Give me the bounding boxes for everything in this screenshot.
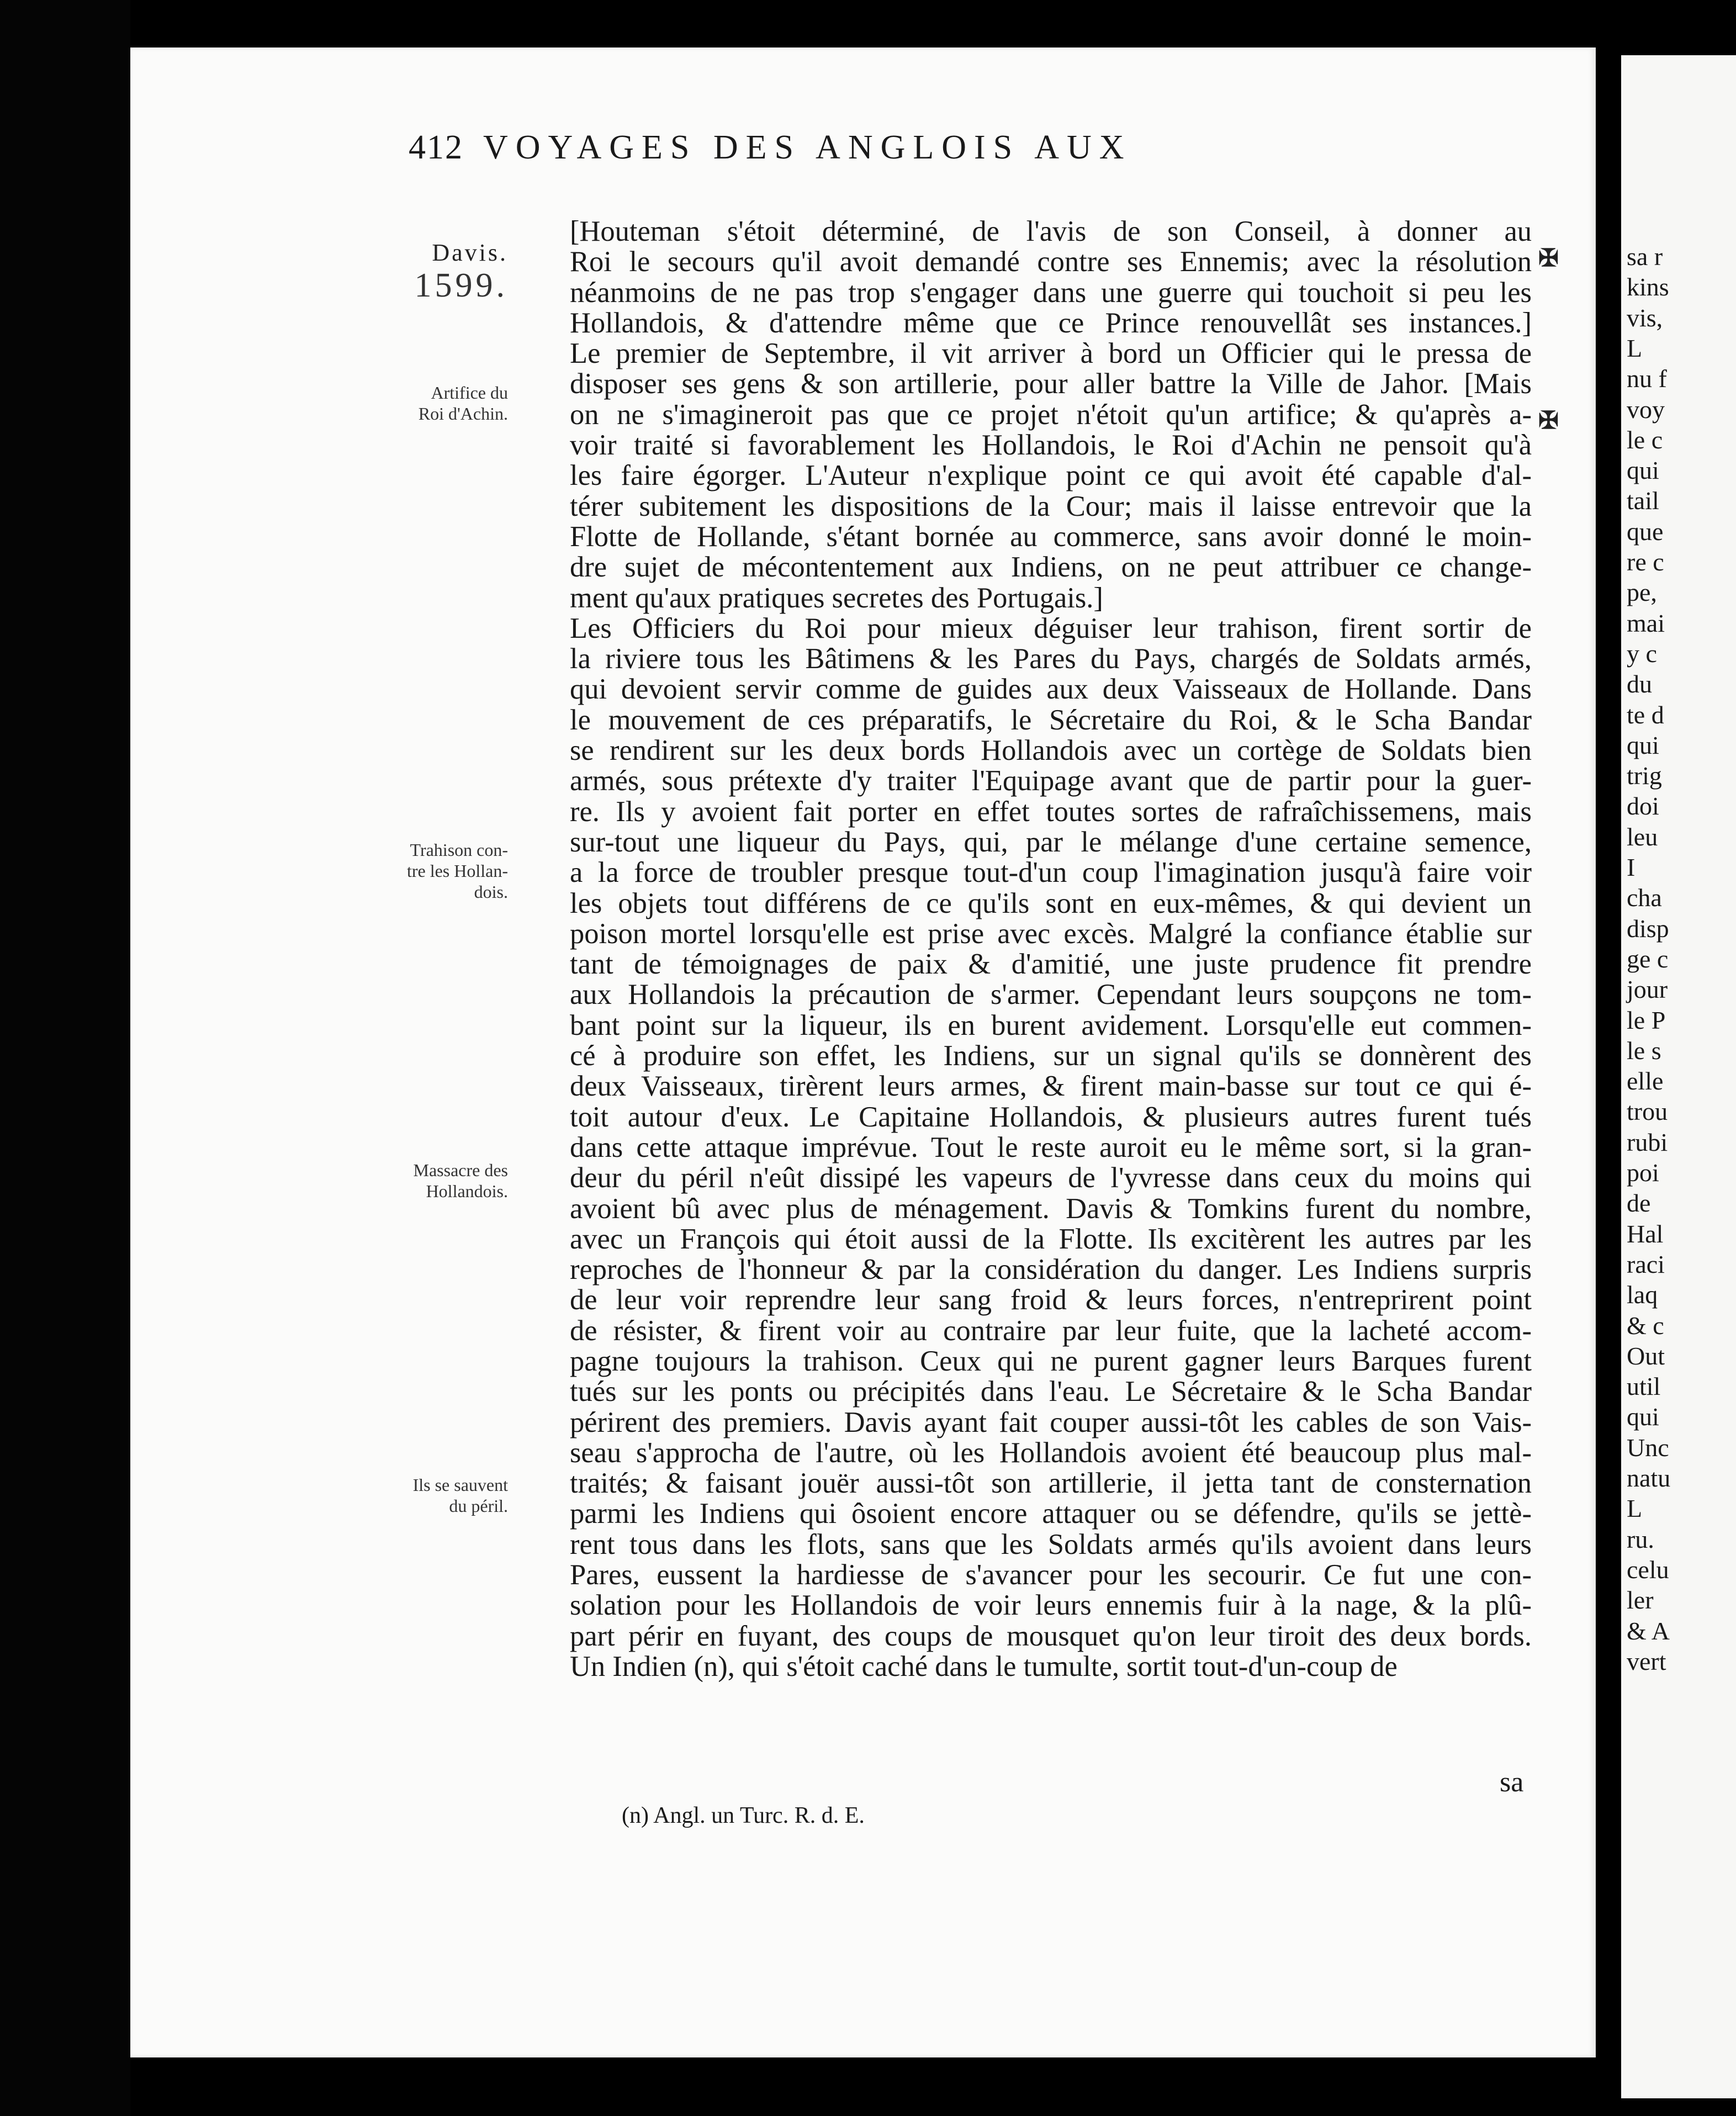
facing-page-line: I [1627,853,1636,881]
text-line: traités; & faisant jouër aussi-tôt son artillerie, il jetta tant de consternation [570,1467,1532,1500]
facing-page-line: rubi [1627,1128,1668,1156]
text-line: re. Ils y avoient fait porter en effet toutes sortes de rafraîchissemens, mais [570,795,1532,828]
facing-page-line: trig [1627,761,1662,790]
facing-page-line: nu f [1627,364,1667,393]
facing-page-line: le c [1627,425,1663,454]
text-line: Hollandois, & d'attendre même que ce Prince renouvellât ses instances.] [570,306,1532,339]
margin-note-line: Artifice du [431,383,508,403]
text-line: Les Officiers du Roi pour mieux déguiser leur trahison, firent sortir de [570,612,1532,644]
facing-page-line: de [1627,1189,1651,1218]
text-line: se rendirent sur les deux bords Hollandois avec un cortège de Soldats bien [570,734,1532,767]
facing-page-line: qui [1627,456,1659,485]
text-line: les faire égorger. L'Auteur n'explique point ce qui avoit été capable d'al- [570,459,1532,492]
facing-page-line: du [1627,670,1652,699]
facing-page-line: kins [1627,273,1669,301]
facing-page-line: qui [1627,1403,1659,1431]
text-line: deur du péril n'eût dissipé les vapeurs de l'yvresse dans ceux du moins qui [570,1162,1532,1194]
facing-page-line: cha [1627,884,1662,912]
text-line: parmi les Indiens qui ôsoient encore attaquer ou se défendre, qu'ils se jettè- [570,1498,1532,1530]
facing-page-line: mai [1627,609,1665,637]
margin-year: 1599. [414,267,508,304]
margin-note-line: tre les Hollan- [406,861,508,881]
text-line: poison mortel lorsqu'elle est prise avec excès. Malgré la confiance établie sur [570,917,1532,950]
text-line: on ne s'imagineroit pas que ce projet n'étoit qu'un artifice; & qu'après a- [570,398,1532,431]
text-line: les objets tout différens de ce qu'ils sont en eux-mêmes, & qui devient un [570,887,1532,919]
text-line: térer subitement les dispositions de la Cour; mais il laisse entrevoir que la [570,490,1532,522]
text-line: part périr en fuyant, des coups de mousquet qu'on leur tiroit des deux bords. [570,1620,1532,1652]
margin-note-line: Hollandois. [426,1181,508,1201]
facing-page-line: & A [1627,1616,1670,1645]
margin-note-line: Ils se sauvent [412,1475,508,1495]
text-line: Roi le secours qu'il avoit demandé contre ses Ennemis; avec la résolution [570,246,1532,278]
facing-page-line: sa r [1627,242,1663,271]
margin-note-line: Trahison con- [410,840,508,860]
facing-page-line: vert [1627,1647,1666,1675]
body-text [534,216,1532,1682]
text-line: qui devoient servir comme de guides aux deux Vaisseaux de Hollande. Dans [570,673,1532,706]
facing-page-line: doi [1627,792,1659,821]
text-line: Pares, eussent la hardiesse de s'avancer pour les secourir. Ce fut une con- [570,1559,1532,1591]
paragraph [534,613,1532,1682]
facing-page-line: Unc [1627,1433,1669,1462]
facing-page-line: natu [1627,1464,1671,1492]
text-line: a la force de troubler presque tout-d'un coup l'imagination jusqu'à faire voir [570,856,1532,889]
text-line: pagne toujours la trahison. Ceux qui ne purent gagner leurs Barques furent [570,1345,1532,1377]
facing-page-line: tail [1627,486,1659,515]
text-line: cé à produire son effet, les Indiens, sur un signal qu'ils se donnèrent des [570,1040,1532,1072]
text-line: solation pour les Hollandois de voir leurs ennemis fuir à la nage, & la plû- [570,1589,1532,1622]
facing-page-line: elle [1627,1067,1664,1096]
text-line: le mouvement de ces préparatifs, le Sécretaire du Roi, & le Scha Bandar [570,703,1532,736]
facing-page-line: Out [1627,1341,1665,1370]
text-line: tués sur les ponts ou précipités dans l'eau. Le Sécretaire & le Scha Bandar [570,1376,1532,1408]
facing-page-line: raci [1627,1250,1665,1278]
cross-mark-icon: ✠ [1538,245,1559,272]
margin-note [276,1160,508,1202]
text-line: dre sujet de mécontentement aux Indiens, on ne peut attribuer ce change- [570,551,1532,584]
facing-page-line: ge c [1627,944,1669,973]
text-line: disposer ses gens & son artillerie, pour aller battre la Ville de Jahor. [Mais [570,368,1532,400]
margin-note [276,1474,508,1516]
scan-left-edge [0,0,130,2116]
text-line: [Houteman s'étoit déterminé, de l'avis de son Conseil, à donner au [570,215,1532,247]
paragraph [534,216,1532,613]
text-line: toit autour d'eux. Le Capitaine Hollandois, & plusieurs autres furent tués [570,1101,1532,1133]
facing-page-line: te d [1627,700,1664,729]
text-line: ment qu'aux pratiques secretes des Portugais.] [570,581,1103,614]
facing-page-line: re c [1627,548,1664,576]
facing-page-line: celu [1627,1555,1669,1584]
text-line: seau s'approcha de l'autre, où les Hollandois avoient été beaucoup plus mal- [570,1436,1532,1469]
footnote: (n) Angl. un Turc. R. d. E. [622,1803,865,1828]
facing-page-line: poi [1627,1158,1659,1187]
facing-page-line: ru. [1627,1525,1654,1553]
running-header [409,128,1132,167]
facing-page-line: L [1627,1494,1643,1523]
facing-page-line: le s [1627,1036,1661,1065]
margin-note-line: dois. [474,882,508,902]
text-line: reproches de l'honneur & par la considération du danger. Les Indiens surpris [570,1253,1532,1286]
facing-page-line: util [1627,1372,1661,1401]
margin-note-line: Roi d'Achin. [418,404,508,424]
running-title: VOYAGES DES ANGLOIS AUX [483,129,1132,166]
facing-page-line: Hal [1627,1219,1664,1248]
text-line: avec un François qui étoit aussi de la Flotte. Ils excitèrent les autres par les [570,1223,1532,1255]
text-line: avoient bû avec plus de ménagement. Davis & Tomkins furent du nombre, [570,1192,1532,1225]
margin-note [276,839,508,902]
facing-page-line: le P [1627,1006,1666,1034]
text-line: rent tous dans les flots, sans que les Soldats armés qu'ils avoient dans leurs [570,1528,1532,1560]
text-line: Le premier de Septembre, il vit arriver à bord un Officier qui le pressa de [570,337,1532,370]
catchword: sa [1500,1766,1524,1798]
text-line: périrent des premiers. Davis ayant fait couper aussi-tôt les cables de son Vais- [570,1406,1532,1438]
text-line: deux Vaisseaux, tirèrent leurs armes, & firent main-basse sur tout ce qui é- [570,1070,1532,1103]
cross-mark-icon: ✠ [1538,407,1559,434]
page-number: 412 [409,129,463,166]
facing-page-line: vis, [1627,303,1663,332]
facing-page-line: disp [1627,914,1669,943]
facing-page-line: y c [1627,639,1657,668]
margin-author-date [276,239,508,304]
text-line: Un Indien (n), qui s'étoit caché dans le tumulte, sortit tout-d'un-coup de [570,1650,1398,1683]
margin-note-line: du péril. [449,1496,508,1516]
facing-page-line: laq [1627,1281,1658,1309]
text-line: la riviere tous les Bâtimens & les Pares du Pays, chargés de Soldats armés, [570,643,1532,675]
facing-page-line: voy [1627,395,1665,424]
text-line: néanmoins de ne pas trop s'engager dans une guerre qui touchoit si peu les [570,276,1532,309]
text-line: de leur voir reprendre leur sang froid & leurs forces, n'entreprirent point [570,1284,1532,1316]
facing-page-line: leu [1627,822,1658,851]
text-line: tant de témoignages de paix & d'amitié, une juste prudence fit prendre [570,948,1532,981]
margin-note [276,382,508,424]
text-line: armés, sous prétexte d'y traiter l'Equipage avant que de partir pour la guer- [570,765,1532,797]
facing-page-line: que [1627,517,1664,546]
facing-page-line: ler [1627,1586,1654,1615]
facing-page-line: qui [1627,731,1659,759]
facing-page-line: L [1627,334,1643,362]
facing-page-line: & c [1627,1311,1664,1340]
facing-page-line: pe, [1627,578,1657,607]
text-line: sur-tout une liqueur du Pays, qui, par le mélange d'une certaine semence, [570,826,1532,858]
text-line: dans cette attaque imprévue. Tout le reste auroit eu le même sort, si la gran- [570,1131,1532,1163]
text-line: aux Hollandois la précaution de s'armer. Cependant leurs soupçons ne tom- [570,978,1532,1011]
facing-page-fragment [1621,55,1736,2098]
facing-page-line: trou [1627,1097,1668,1126]
margin-note-line: Massacre des [413,1160,508,1180]
text-line: de résister, & firent voir au contraire par leur fuite, que la lacheté accom- [570,1314,1532,1347]
text-line: bant point sur la liqueur, ils en burent avidement. Lorsqu'elle eut commen- [570,1009,1532,1041]
facing-page-line: jour [1627,975,1668,1004]
margin-author: Davis. [432,239,508,266]
text-line: Flotte de Hollande, s'étant bornée au commerce, sans avoir donné le moin- [570,520,1532,553]
text-line: voir traité si favorablement les Hollandois, le Roi d'Achin ne pensoit qu'à [570,429,1532,462]
